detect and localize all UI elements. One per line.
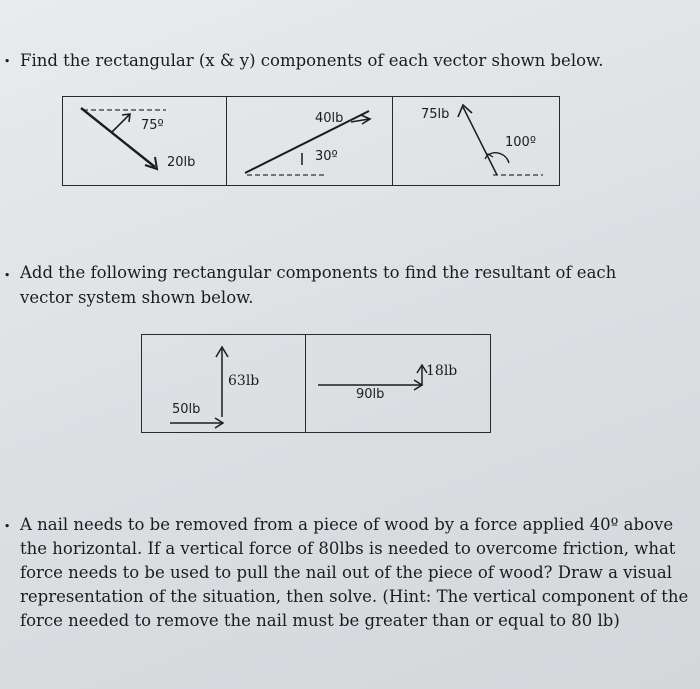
magnitude-label-75lb: 75lb	[421, 107, 450, 122]
angle-label-75: 75º	[141, 118, 164, 133]
vector-20lb-diagram	[63, 97, 226, 185]
vector-40lb-diagram	[227, 97, 392, 185]
horizontal-component-90lb: 90lb	[356, 387, 385, 402]
q3-line-2: the horizontal. If a vertical force of 80lbs is needed to overcome friction, what	[20, 539, 676, 558]
q2-panel-1	[142, 335, 306, 432]
q3-line-3: force needs to be used to pull the nail out of the piece of wood? Draw a visual	[20, 563, 672, 582]
q1-text: Find the rectangular (x & y) components of each vector shown below.	[20, 51, 604, 70]
q2-panel-2	[306, 335, 489, 432]
angle-label-30: 30º	[315, 149, 338, 164]
q1-panel-2	[227, 97, 393, 185]
q2-line-1: Add the following rectangular components to find the resultant of each	[20, 263, 617, 282]
q3-line-5: force needed to remove the nail must be greater than or equal to 80 lb)	[20, 611, 620, 630]
magnitude-label-20lb: 20lb	[167, 155, 196, 170]
q3-bullet: .	[4, 511, 11, 532]
q1-bullet: .	[4, 46, 11, 67]
angle-label-100: 100º	[505, 135, 536, 150]
horizontal-component-50lb: 50lb	[172, 402, 201, 417]
vertical-component-18lb: 18lb	[426, 363, 458, 379]
components-90lb-18lb-diagram	[306, 335, 489, 432]
magnitude-label-40lb: 40lb	[315, 111, 344, 126]
q2-bullet: .	[4, 260, 11, 281]
q1-panel-3	[393, 97, 559, 185]
q2-line-2: vector system shown below.	[20, 288, 254, 307]
vertical-component-63lb: 63lb	[228, 373, 260, 389]
q1-panel-1	[63, 97, 227, 185]
q2-components-table	[141, 334, 491, 433]
q3-line-1: A nail needs to be removed from a piece of wood by a force applied 40º above	[20, 515, 674, 534]
q3-line-4: representation of the situation, then solve. (Hint: The vertical component of the	[20, 587, 689, 606]
components-63lb-50lb-diagram	[142, 335, 305, 432]
q1-vector-table	[62, 96, 560, 186]
